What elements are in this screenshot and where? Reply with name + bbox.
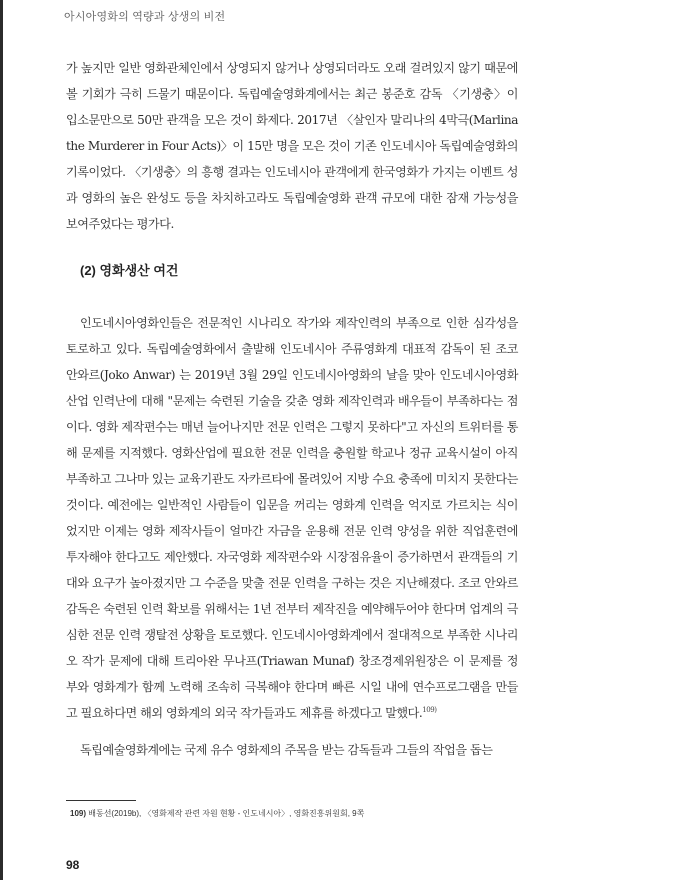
footnote-divider [66,800,136,801]
footnote-number: 109) [70,809,87,818]
body-paragraph-1 [66,55,518,237]
paragraph-2-text: 인도네시아영화인들은 전문적인 시나리오 작가와 제작인력의 부족으로 인한 심각성을 토로하고 있다. 독립예술영화에서 출발해 인도네시아 주류영화계 대표적 감독이 된 조코 안와르(Joko Anwar) 는 2019년 3월 29일 인도네시아영화의 날을 맞아 인도네시아영화산업 인력난에 대해 "문제는 숙련된 기술을 갖춘 영화 제작인력과 배우들이 부족하다는 점이다. 영화 제작편수는 매년 늘어나지만 전문 인력은 그렇지 못하다"고 자신의 트위터를 통해 문제를 지적했다. 영화산업에 필요한 전문 인력을 충원할 학교나 정규 교육시설이 아직 부족하고 그나마 있는 교육기관도 자카르타에 몰려있어 지방 수요 충족에 미치지 못한다는 것이다. 예전에는 일반적인 사람들이 입문을 꺼리는 영화계 인력을 억지로 가르치는 식이었지만 이제는 영화 제작사들이 얼마간 자금을 운용해 전문 인력 양성을 위한 직업훈련에 투자해야 한다고도 제안했다. 자국영화 제작편수와 시장점유율이 증가하면서 관객들의 기대와 요구가 높아졌지만 그 수준을 맞출 전문 인력을 구하는 것은 지난해졌다. 조코 안와르 감독은 숙련된 인력 확보를 위해서는 1년 전부터 제작진을 예약해두어야 한다며 업계의 극심한 전문 인력 쟁탈전 상황을 토로했다. 인도네시아영화계에서 절대적으로 부족한 시나리오 작가 문제에 대해 트리아완 무나프(Triawan Munaf) 창조경제위원장은 이 문제를 정부와 영화계가 함께 노력해 조속히 극복해야 한다며 빠른 시일 내에 연수프로그램을 만들고 필요하다면 해외 영화계의 외국 작가들과도 제휴를 하겠다고 말했다. [66,316,518,720]
body-paragraph-2 [66,310,518,726]
footnote-text: 배동선(2019b), 〈영화제작 관련 자원 현황 - 인도네시아〉, 영화진흥위원회, 9쪽 [88,809,365,818]
footnote [70,808,364,819]
paragraph-3-text: 독립예술영화계에는 국제 유수 영화제의 주목을 받는 감독들과 그들의 작업을 돕는 [80,743,493,757]
running-head: 아시아영화의 역량과 상생의 비전 [64,11,226,23]
page-number: 98 [66,858,80,872]
body-paragraph-3 [66,737,518,763]
paragraph-2 [66,310,518,726]
section-heading: (2) 영화생산 여건 [80,263,179,278]
page-edge-rule [0,0,3,880]
footnote-reference[interactable]: 109) [422,705,437,714]
paragraph-1-text: 가 높지만 일반 영화관체인에서 상영되지 않거나 상영되더라도 오래 걸려있지 않기 때문에 볼 기회가 극히 드물기 때문이다. 독립예술영화계에서는 최근 봉준호 감독 〈기생충〉이 입소문만으로 50만 관객을 모은 것이 화제다. 2017년 〈살인자 말리나의 4막극(Marlina the Murderer in Four Acts)〉이 15만 명을 모은 것이 기존 인도네시아 독립예술영화의 기록이었다. 〈기생충〉의 흥행 결과는 인도네시아 관객에게 한국영화가 가지는 이벤트 성과 영화의 높은 완성도 등을 차치하고라도 독립예술영화 관객 규모에 대한 잠재 가능성을 보여주었다는 평가다. [66,61,518,231]
